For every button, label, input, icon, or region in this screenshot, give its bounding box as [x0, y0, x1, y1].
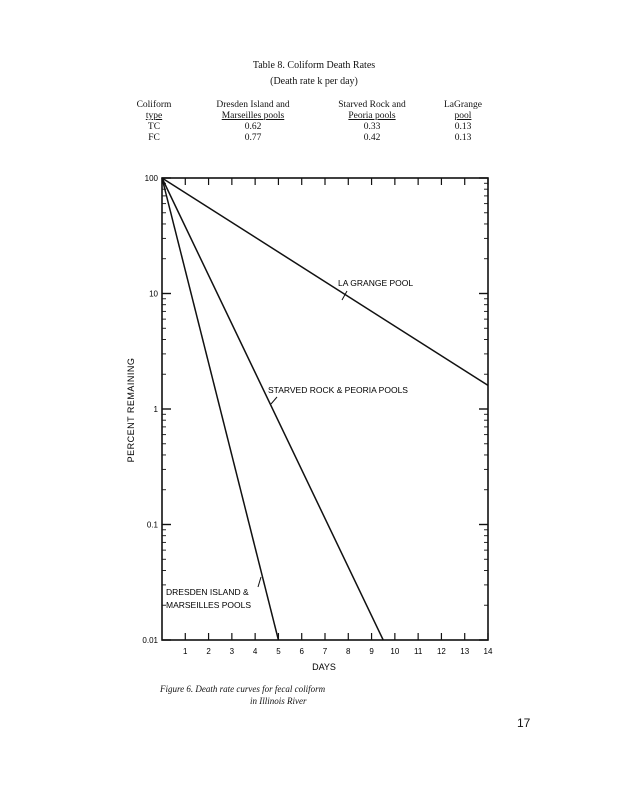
header-dresden: Dresden Island and: [216, 100, 290, 110]
header-lagrange: LaGrange: [444, 100, 482, 110]
row-lagrange: 0.13: [454, 122, 472, 132]
header-coliform: Coliform: [136, 100, 172, 110]
x-tick-label: 4: [252, 647, 258, 656]
row-dresden: 0.77: [244, 133, 262, 143]
header-starved: Starved Rock and: [338, 100, 406, 110]
header-pool: pool: [454, 111, 472, 121]
series-line-2: [162, 178, 278, 640]
x-tick-label: 2: [206, 647, 211, 656]
row-starved: 0.42: [363, 133, 381, 143]
x-tick-label: 11: [413, 647, 423, 656]
y-tick-label: 100: [144, 174, 158, 183]
row-type: FC: [148, 133, 160, 143]
x-tick-label: 14: [483, 647, 493, 656]
x-tick-label: 7: [322, 647, 328, 656]
header-marseilles: Marseilles pools: [221, 111, 285, 121]
arrow-dresden: [258, 577, 261, 587]
series-label-dresden-1: DRESDEN ISLAND &: [166, 587, 249, 597]
header-type: type: [145, 111, 163, 121]
x-tick-label: 12: [436, 647, 446, 656]
y-tick-label: 0.1: [146, 520, 158, 530]
table-title: Table 8. Coliform Death Rates: [252, 60, 376, 71]
x-axis-label: DAYS: [312, 662, 336, 672]
x-tick-label: 5: [276, 647, 281, 656]
y-tick-label: 1: [153, 405, 158, 414]
x-tick-label: 8: [346, 647, 351, 656]
death-rate-chart: [120, 168, 520, 678]
x-tick-label: 13: [460, 647, 470, 656]
y-tick-label: 0.01: [142, 636, 158, 645]
series-label-dresden-2: MARSEILLES POOLS: [166, 600, 252, 610]
series-line-1: [162, 178, 383, 640]
x-tick-label: 9: [369, 647, 374, 656]
plot-frame: [162, 178, 488, 640]
figure-caption-line1: Figure 6. Death rate curves for fecal coliform: [160, 684, 326, 694]
x-tick-label: 10: [390, 647, 400, 656]
page-number: 17: [517, 716, 531, 730]
row-lagrange: 0.13: [454, 133, 472, 143]
row-type: TC: [147, 122, 161, 132]
y-tick-label: 10: [149, 289, 158, 299]
x-tick-label: 6: [299, 647, 304, 656]
series-label-lagrange: LA GRANGE POOL: [338, 278, 414, 288]
x-tick-label: 3: [229, 647, 235, 656]
y-axis-label: PERCENT REMAINING: [126, 357, 136, 463]
table-subtitle: (Death rate k per day): [270, 76, 358, 87]
figure-caption-line2: in Illinois River: [250, 696, 307, 706]
table-row: [124, 133, 504, 145]
arrow-starved: [271, 397, 277, 404]
series-label-starved: STARVED ROCK & PEORIA POOLS: [268, 385, 408, 395]
x-tick-label: 1: [183, 647, 188, 656]
row-dresden: 0.62: [244, 122, 262, 132]
row-starved: 0.33: [363, 122, 381, 132]
header-peoria: Peoria pools: [348, 111, 396, 121]
